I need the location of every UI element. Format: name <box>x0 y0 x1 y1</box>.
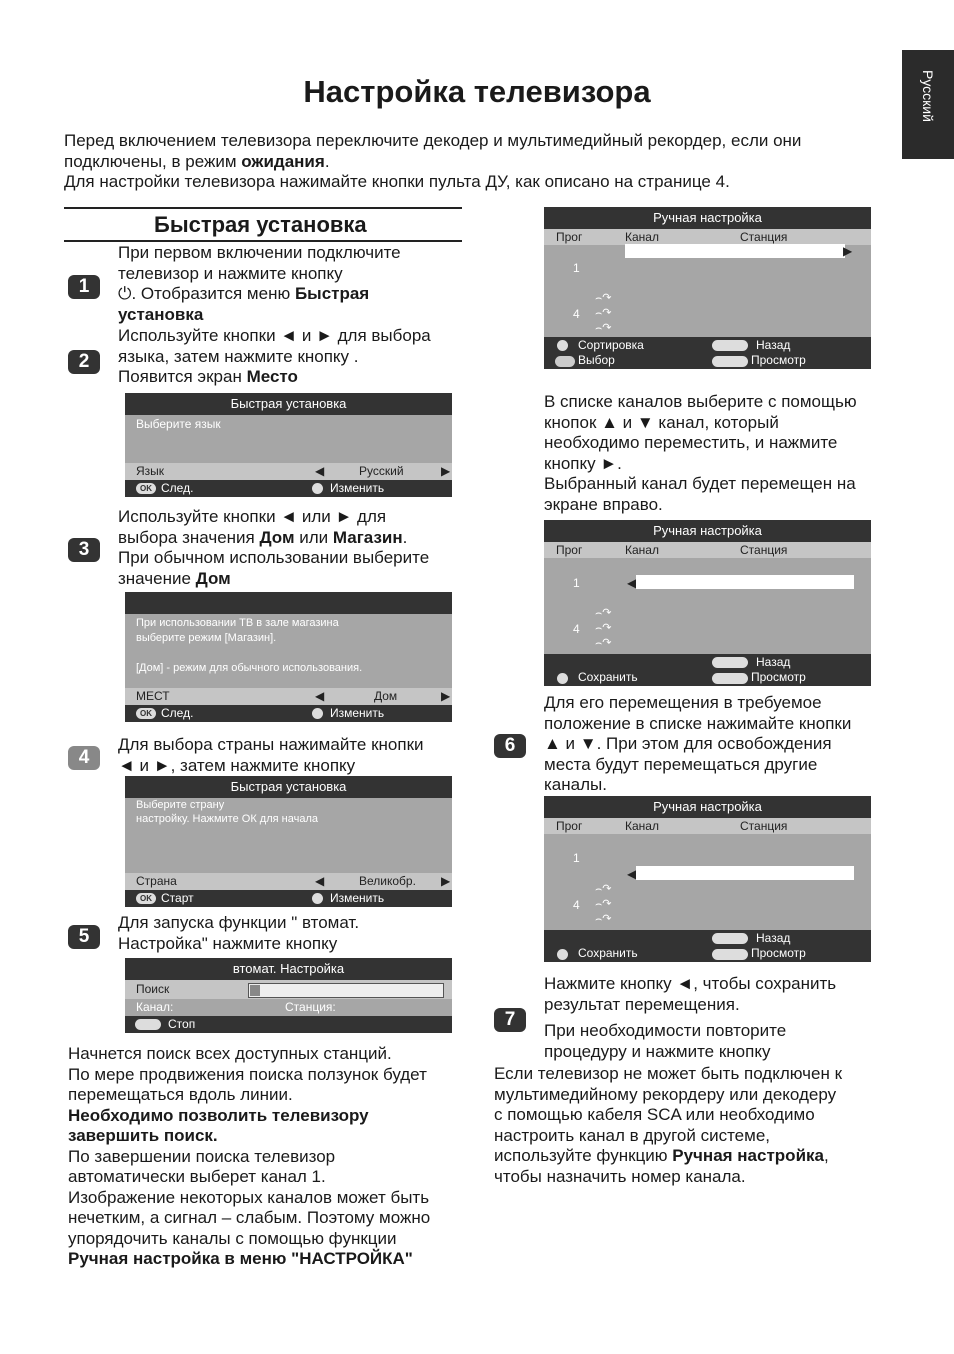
arrow-left-icon: ◀ <box>315 689 325 703</box>
antenna-icon: ⌢↷ <box>595 883 612 895</box>
prog-header: Прог <box>556 819 583 833</box>
column-header <box>544 542 871 558</box>
color-button-icon <box>712 340 748 351</box>
station-header: Станция <box>740 230 788 244</box>
intro-line: подключены, в режим ожидания. <box>64 151 330 171</box>
country-info: Выберите страну настройку. Нажмите ОК для начала <box>136 799 318 825</box>
antenna-icon: ⌢↷ <box>595 322 612 334</box>
page-title: Настройка телевизора <box>303 74 651 109</box>
select-channel-text: В списке каналов выберите с помощью кнопок ▲ и ▼ канал, который необходимо переместить, и нажмите кнопку ►. Выбранный канал будет перемещен на экране вправо. <box>544 392 857 514</box>
quick-setup-language-screen <box>125 393 452 497</box>
antenna-icon: ⌢↷ <box>595 622 612 634</box>
sort-hint: Сортировка <box>578 338 644 352</box>
color-button-icon <box>712 356 748 367</box>
moving-channel-row[interactable] <box>636 575 854 589</box>
search-label: Поиск <box>136 982 170 996</box>
antenna-icon: ⌢↷ <box>595 913 612 925</box>
color-button-icon <box>712 949 748 960</box>
channel-station-row <box>125 999 452 1016</box>
step-badge-6: 6 <box>494 734 526 758</box>
screen-footer <box>544 930 871 962</box>
antenna-icon: ⌢↷ <box>595 292 612 304</box>
color-button-icon <box>712 933 748 944</box>
arrow-right-icon: ▶ <box>441 874 451 888</box>
antenna-icon: ⌢↷ <box>595 637 612 649</box>
column-header <box>544 229 871 245</box>
channel-header: Канал <box>625 230 659 244</box>
country-row[interactable] <box>125 873 452 890</box>
screen-title: Ручная настройка <box>544 207 871 229</box>
language-row[interactable] <box>125 463 452 480</box>
change-hint: Изменить <box>330 891 385 905</box>
selected-channel-row[interactable] <box>625 244 845 258</box>
start-hint: Старт <box>161 891 194 905</box>
channel-header: Канал <box>625 819 659 833</box>
place-row[interactable] <box>125 688 452 705</box>
screen-footer <box>125 705 452 722</box>
screen-footer <box>125 480 452 497</box>
country-label: Страна <box>136 874 177 888</box>
prog-number: 1 <box>573 851 580 865</box>
antenna-icon: ⌢↷ <box>595 307 612 319</box>
intro-text <box>64 131 884 193</box>
step1-text: При первом включении подключите телевизор и нажмите кнопку ⏻. Отобразится меню Быстрая установка <box>118 243 401 324</box>
back-hint: Назад <box>756 655 791 669</box>
next-hint: След. <box>161 706 194 720</box>
color-button-icon <box>712 673 748 684</box>
color-button-icon <box>135 1019 161 1030</box>
station-header: Станция <box>740 543 788 557</box>
place-info: При использовании ТВ в зале магазина выберите режим [Магазин]. [Дом] - режим для обычного использования. <box>136 617 363 674</box>
step3-text: Используйте кнопки ◄ или ► для выбора значения Дом или Магазин. При обычном использовании выберите значение Дом <box>118 507 430 588</box>
view-hint: Просмотр <box>751 353 806 367</box>
change-hint: Изменить <box>330 706 385 720</box>
arrow-right-icon: ▶ <box>843 244 853 258</box>
step-badge-4: 4 <box>68 746 100 770</box>
screen-title: Быстрая установка <box>125 776 452 798</box>
select-hint: Выбор <box>578 353 615 367</box>
save-hint: Сохранить <box>578 670 638 684</box>
screen-title: Быстрая установка <box>125 393 452 415</box>
prog-header: Прог <box>556 543 583 557</box>
color-button-icon <box>312 708 323 719</box>
auto-tuning-screen <box>125 958 452 1033</box>
step-badge-7: 7 <box>494 1008 526 1032</box>
arrow-left-icon: ◀ <box>315 874 325 888</box>
color-button-icon <box>555 356 575 367</box>
back-arrow-icon <box>557 949 568 960</box>
search-description: Начнется поиск всех доступных станций. По мере продвижения поиска ползунок будет перемещаться вдоль линии. Необходимо позволить телевизору завершить поиск. По завершении поиска телевизор автоматически выберет канал 1. Изображение некоторых каналов может быть нечетким, а сигнал – слабым. Поэтому можно упорядочить каналы с помощью функции Ручная настройка в меню "НАСТРОЙКА" <box>68 1044 431 1268</box>
step-badge-5: 5 <box>68 925 100 949</box>
station-header: Станция <box>740 819 788 833</box>
arrow-left-icon: ◀ <box>627 576 637 590</box>
quick-setup-country-screen <box>125 776 452 907</box>
back-arrow-icon <box>557 673 568 684</box>
screen-footer <box>544 337 871 369</box>
scart-note: Если телевизор не может быть подключен к мультимедийному рекордеру или декодеру с помощью кабеля SCA или необходимо настроить канал в другой системе, используйте функцию Ручная настройка, чтобы назначить номер канала. <box>494 1064 843 1186</box>
step-badge-2: 2 <box>68 350 100 374</box>
view-hint: Просмотр <box>751 670 806 684</box>
stop-hint: Стоп <box>168 1017 196 1031</box>
screen-title: Ручная настройка <box>544 520 871 542</box>
step2-text: Используйте кнопки ◄ и ► для выбора языка, затем нажмите кнопку . Появится экран Место <box>118 326 431 386</box>
manual-tuning-screen-2 <box>544 520 871 686</box>
back-hint: Назад <box>756 338 791 352</box>
section-title: Быстрая установка <box>154 212 367 237</box>
play-icon <box>557 340 568 351</box>
language-tab-label: Русский <box>920 70 936 122</box>
arrow-right-icon: ▶ <box>441 464 451 478</box>
repeat-text: При необходимости повторите процедуру и нажмите кнопку <box>544 1021 787 1061</box>
prog-number: 1 <box>573 261 580 275</box>
prog-number: 1 <box>573 576 580 590</box>
place-value: Дом <box>374 689 398 703</box>
screen-title: втомат. Настройка <box>125 958 452 980</box>
arrow-right-icon: ▶ <box>441 689 451 703</box>
antenna-icon: ⌢↷ <box>595 898 612 910</box>
step6-text: Для его перемещения в требуемое положение в списке нажимайте кнопки ▲ и ▼. При этом для освобождения места будут перемещаться другие каналы. <box>544 693 852 794</box>
save-text: Нажмите кнопку ◄, чтобы сохранить результат перемещения. <box>544 974 837 1014</box>
screen-footer <box>544 654 871 686</box>
step-badge-1: 1 <box>68 275 100 299</box>
search-progress-bar <box>248 983 444 998</box>
prog-header: Прог <box>556 230 583 244</box>
screen-footer <box>125 1016 452 1033</box>
section-heading <box>64 207 462 242</box>
language-value: Русский <box>359 464 404 478</box>
language-label: Язык <box>136 464 165 478</box>
prog-number: 4 <box>573 307 580 321</box>
station-label: Станция: <box>285 1000 336 1014</box>
back-hint: Назад <box>756 931 791 945</box>
prog-number: 4 <box>573 622 580 636</box>
arrow-left-icon: ◀ <box>627 867 637 881</box>
antenna-icon: ⌢↷ <box>595 607 612 619</box>
channel-header: Канал <box>625 543 659 557</box>
manual-tuning-screen-3 <box>544 796 871 962</box>
color-button-icon <box>312 483 323 494</box>
prog-number: 4 <box>573 898 580 912</box>
column-header <box>544 818 871 834</box>
color-button-icon <box>312 893 323 904</box>
save-hint: Сохранить <box>578 946 638 960</box>
screen-title-bar <box>125 592 452 614</box>
view-hint: Просмотр <box>751 946 806 960</box>
screen-prompt: Выберите язык <box>136 417 221 431</box>
intro-line: Перед включением телевизора переключите декодер и мультимедийный рекордер, если они <box>64 131 802 150</box>
ok-icon: OK <box>136 483 156 494</box>
color-button-icon <box>712 657 748 668</box>
ok-icon: OK <box>136 893 156 904</box>
change-hint: Изменить <box>330 481 385 495</box>
place-label: МЕСТ <box>136 689 170 703</box>
next-hint: След. <box>161 481 194 495</box>
screen-footer <box>125 890 452 907</box>
step4-text: Для выбора страны нажимайте кнопки ◄ и ►, затем нажмите кнопку <box>118 735 424 775</box>
step-badge-3: 3 <box>68 538 100 562</box>
place-screen <box>125 592 452 722</box>
intro-line: Для настройки телевизора нажимайте кнопки пульта ДУ, как описано на странице 4. <box>64 172 730 191</box>
ok-icon: OK <box>136 708 156 719</box>
arrow-left-icon: ◀ <box>315 464 325 478</box>
channel-label: Канал: <box>136 1000 174 1014</box>
moving-channel-row[interactable] <box>636 866 854 880</box>
step5-text: Для запуска функции " втомат. Настройка" нажмите кнопку <box>118 913 360 953</box>
screen-title: Ручная настройка <box>544 796 871 818</box>
country-value: Великобр. <box>359 874 416 888</box>
manual-tuning-screen-1 <box>544 207 871 369</box>
